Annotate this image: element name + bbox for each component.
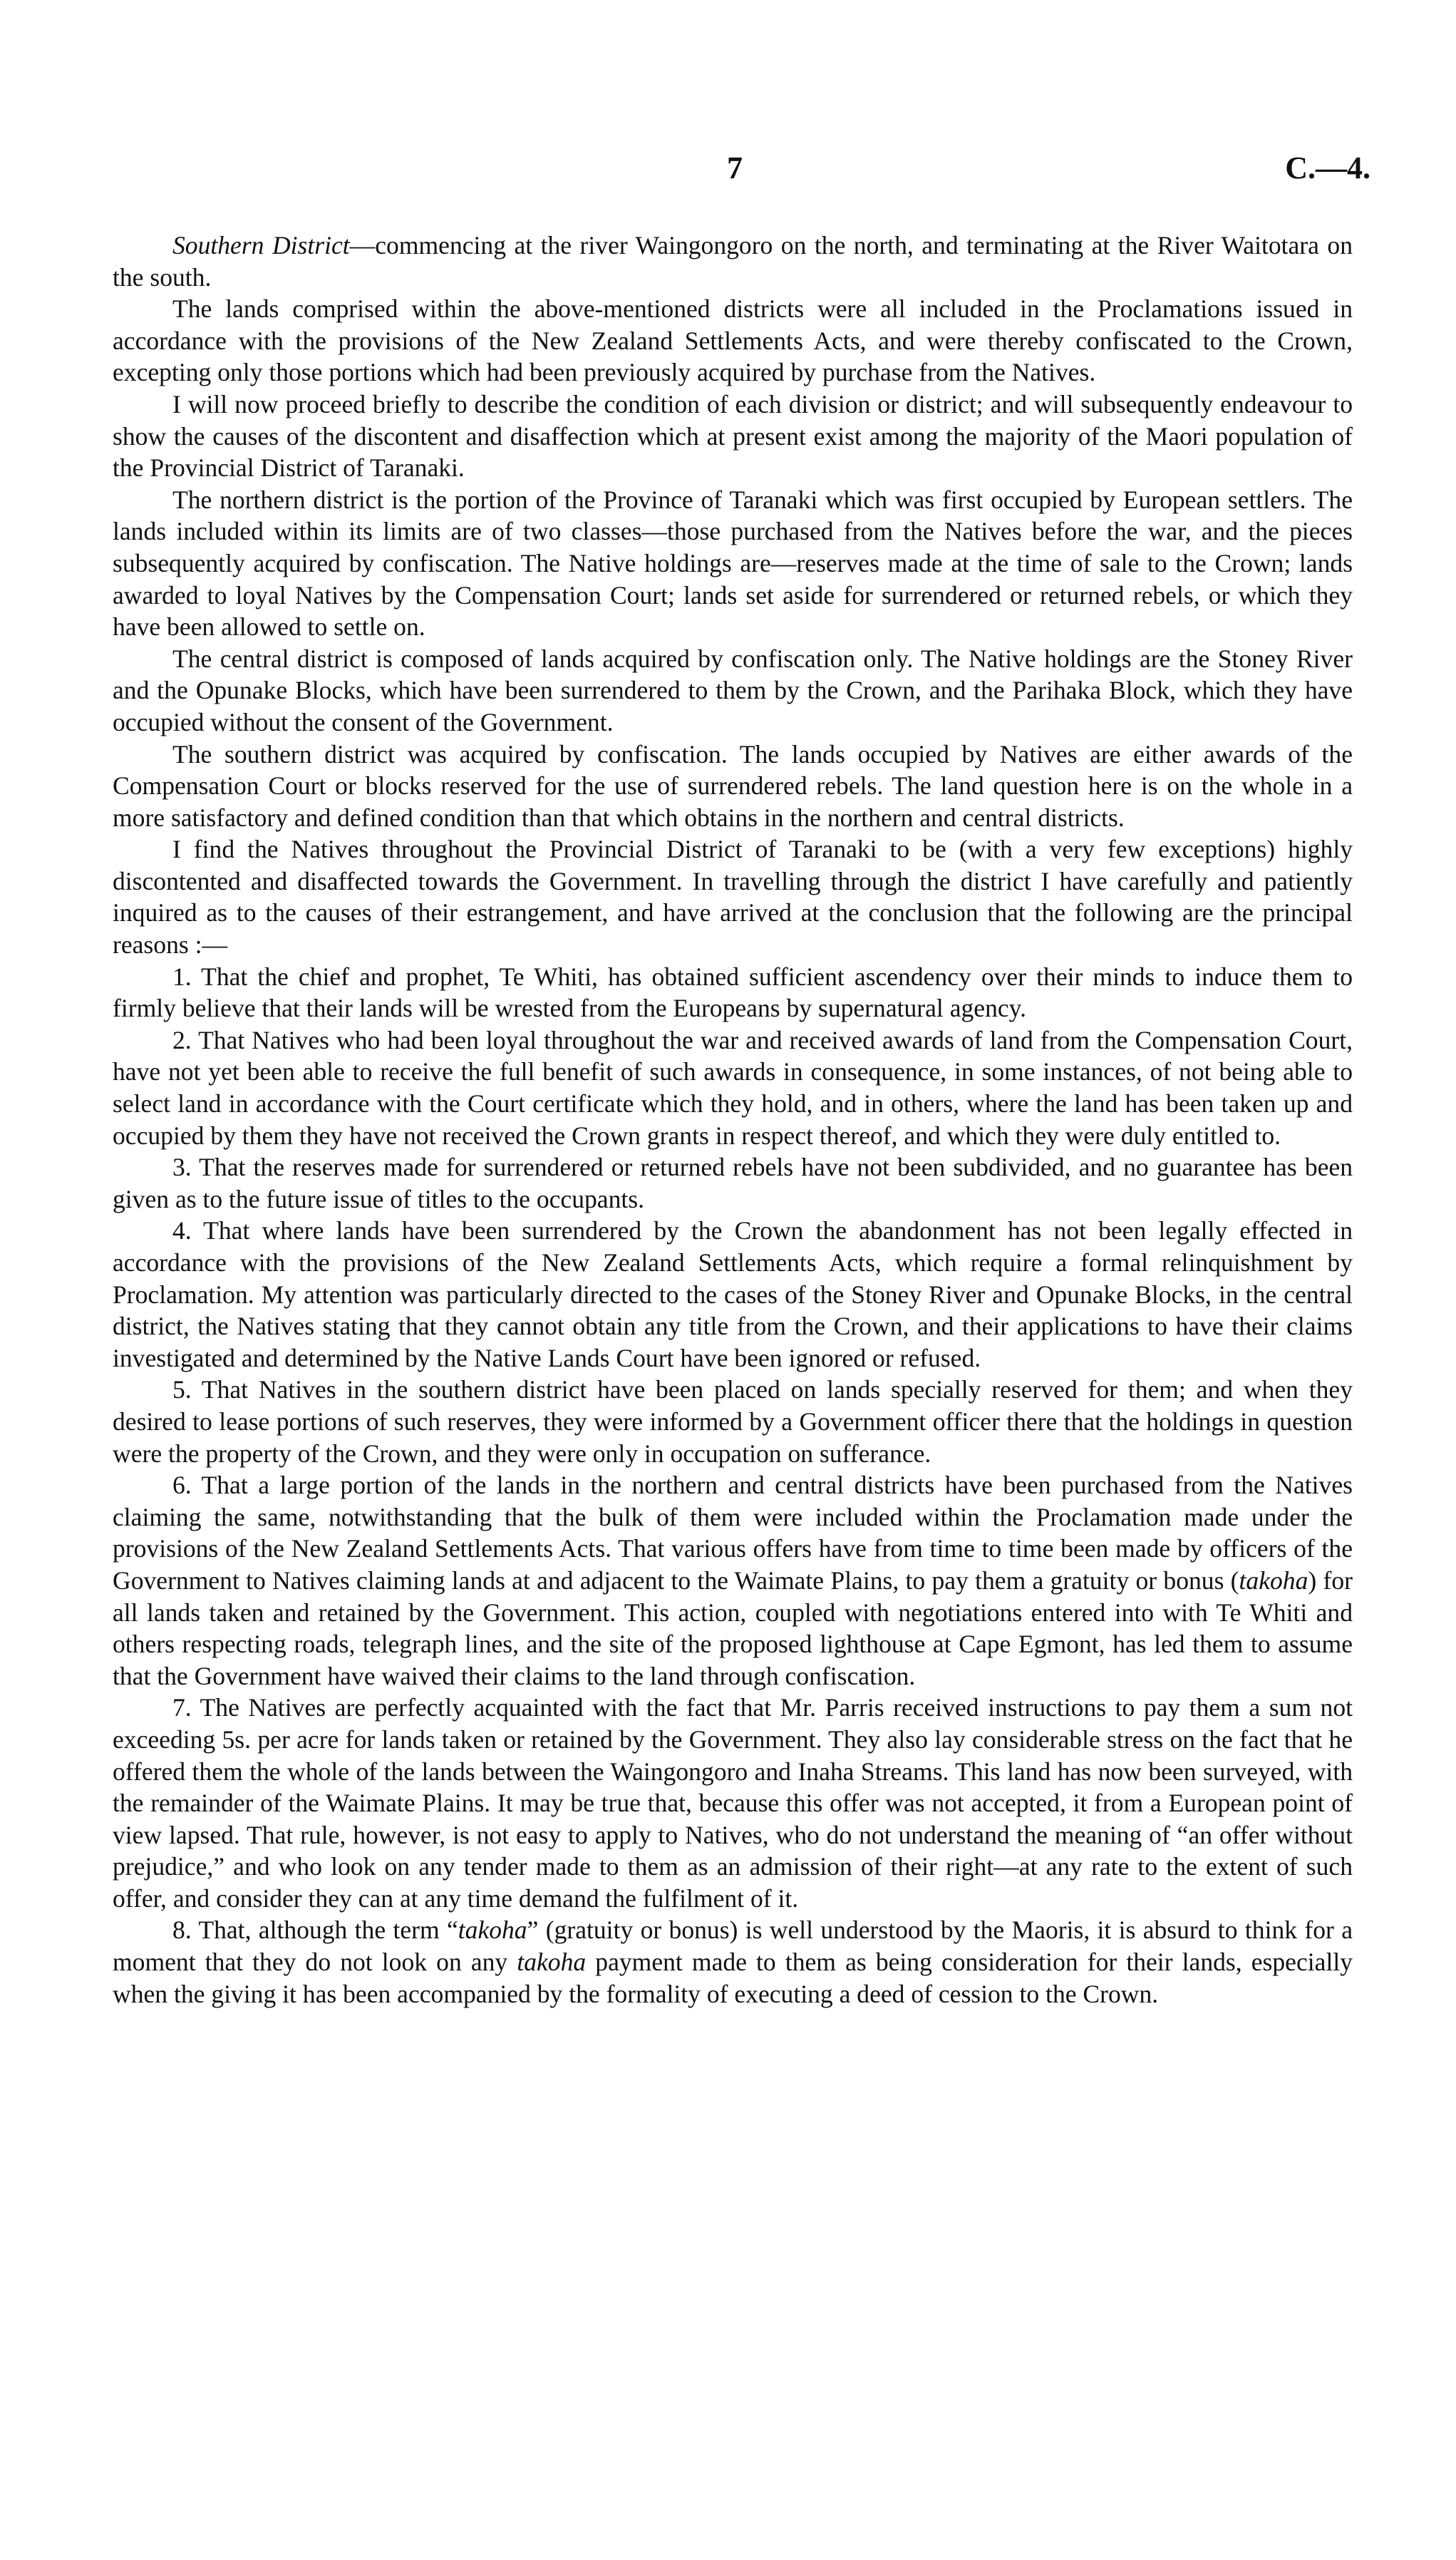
paragraph: The northern district is the portion of the Province of Taranaki which was first occupied by European settlers. The lands included within its limits are of two classes—those purchased from the Natives before the war, and the pieces subsequently acquired by confiscation. The Native holdings are—reserves made at the time of sale to the Crown; lands awarded to loyal Natives by the Compensation Court; lands set aside for surrendered or returned rebels, or which they have been allowed to settle on. bbox=[113, 485, 1353, 642]
paragraph-southern-district: Southern District—commencing at the river Waingongoro on the north, and terminating at the River Waitotara on the south. bbox=[113, 231, 1353, 292]
numbered-reason-3: 3. That the reserves made for surrendered or returned rebels have not been subdivided, and no guarantee has been given as to the future issue of titles to the occupants. bbox=[113, 1153, 1353, 1213]
italic-term: takoha bbox=[1239, 1566, 1308, 1595]
document-reference: C.—4. bbox=[1285, 150, 1370, 185]
numbered-reason-7: 7. The Natives are perfectly acquainted with the fact that Mr. Parris received instructions to pay them a sum not exceeding 5s. per acre for lands taken or retained by the Government. They also lay considerable stress on the fact that he offered them the whole of the lands between the Waingongoro and Inaha Streams. This land has now been surveyed, with the remainder of the Waimate Plains. It may be true that, because this offer was not accepted, it from a European point of view lapsed. That rule, however, is not easy to apply to Natives, who do not understand the meaning of “an offer without prejudice,” and who look on any tender made to them as an admission of their right—at any rate to the extent of such offer, and consider they can at any time demand the fulfilment of it. bbox=[113, 1693, 1353, 1913]
paragraph: I will now proceed briefly to describe the condition of each division or district; and will subsequently endeavour to show the causes of the discontent and disaffection which at present exist among the majority of the Maori population of the Provincial District of Taranaki. bbox=[113, 389, 1353, 483]
numbered-reason-5: 5. That Natives in the southern district have been placed on lands specially reserved for them; and when they desired to lease portions of such reserves, they were informed by a Government officer there that the holdings in question were the property of the Crown, and they were only in occupation on sufferance. bbox=[113, 1375, 1353, 1468]
italic-heading: Southern District bbox=[172, 231, 350, 259]
body-text bbox=[113, 230, 1353, 2010]
page-header bbox=[0, 150, 1456, 200]
numbered-reason-2: 2. That Natives who had been loyal throughout the war and received awards of land from the Compensation Court, have not yet been able to receive the full benefit of such awards in consequence, in some instances, of not being able to select land in accordance with the Court certificate which they hold, and in others, where the land has been taken up and occupied by them they have not received the Crown grants in respect thereof, and which they were duly entitled to. bbox=[113, 1025, 1353, 1150]
numbered-reason-1: 1. That the chief and prophet, Te Whiti, has obtained sufficient ascendency over their minds to induce them to firmly believe that their lands will be wrested from the Europeans by supernatural agency. bbox=[113, 962, 1353, 1023]
numbered-reason-8: 8. That, although the term “takoha” (gratuity or bonus) is well understood by the Maoris, it is absurd to think for a moment that they do not look on any takoha payment made to them as being consideration for their lands, especially when the giving it has been accompanied by the formality of executing a deed of cession to the Crown. bbox=[113, 1916, 1353, 2008]
paragraph: I find the Natives throughout the Provincial District of Taranaki to be (with a very few exceptions) highly discontented and disaffected towards the Government. In travelling through the district I have carefully and patiently inquired as to the causes of their estrangement, and have arrived at the conclusion that the following are the principal reasons :— bbox=[113, 835, 1353, 960]
paragraph: The lands comprised within the above-mentioned districts were all included in the Proclamations issued in accordance with the provisions of the New Zealand Settlements Acts, and were thereby confiscated to the Crown, excepting only those portions which had been previously acquired by purchase from the Natives. bbox=[113, 294, 1353, 387]
numbered-reason-6: 6. That a large portion of the lands in the northern and central districts have been purchased from the Natives claiming the same, notwithstanding that the bulk of them were included within the Proclamation made under the provisions of the New Zealand Settlements Acts. That various offers have from time to time been made by officers of the Government to Natives claiming lands at and adjacent to the Waimate Plains, to pay them a gratuity or bonus (takoha) for all lands taken and retained by the Government. This action, coupled with negotiations entered into with Te Whiti and others respecting roads, telegraph lines, and the site of the proposed lighthouse at Cape Egmont, has led them to assume that the Government have waived their claims to the land through confiscation. bbox=[113, 1471, 1353, 1690]
numbered-reason-4: 4. That where lands have been surrendered by the Crown the abandonment has not been legally effected in accordance with the provisions of the New Zealand Settlements Acts, which require a formal relinquishment by Proclamation. My attention was particularly directed to the cases of the Stoney River and Opunake Blocks, in the central district, the Natives stating that they cannot obtain any title from the Crown, and their applications to have their claims investigated and determined by the Native Lands Court have been ignored or refused. bbox=[113, 1216, 1353, 1372]
italic-term: takoha bbox=[458, 1916, 527, 1945]
paragraph: The central district is composed of lands acquired by confiscation only. The Native holdings are the Stoney River and the Opunake Blocks, which have been surrendered to them by the Crown, and the Parihaka Block, which they have occupied without the consent of the Government. bbox=[113, 644, 1353, 736]
paragraph: The southern district was acquired by confiscation. The lands occupied by Natives are either awards of the Compensation Court or blocks reserved for the use of surrendered rebels. The land question here is on the whole in a more satisfactory and defined condition than that which obtains in the northern and central districts. bbox=[113, 739, 1353, 832]
italic-term: takoha bbox=[517, 1948, 587, 1977]
page-number: 7 bbox=[727, 150, 743, 185]
